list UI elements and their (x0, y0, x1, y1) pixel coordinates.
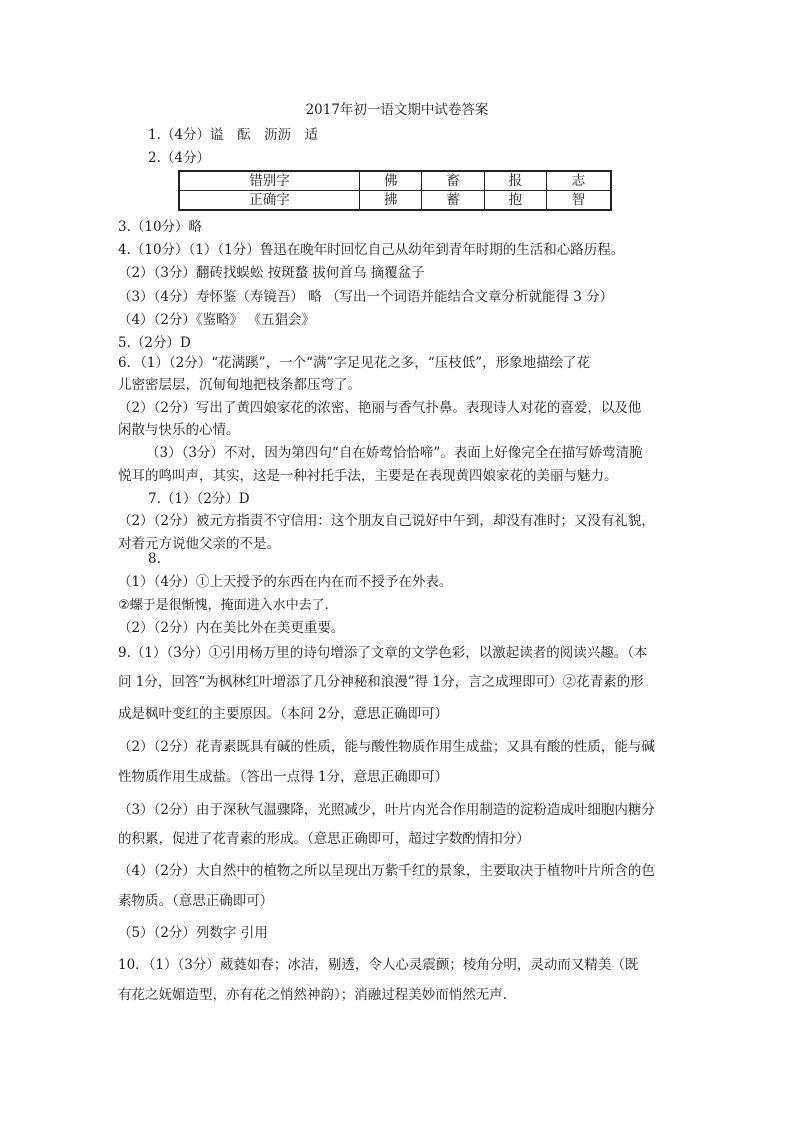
answer-line: ②螺于是很惭愧，掩面进入水中去了. (118, 598, 329, 613)
answer-line: 对着元方说他父亲的不是。 (118, 536, 280, 552)
answer-line: 9.（1）（3分）①引用杨万里的诗句增添了文章的文学色彩，以激起读者的阅读兴趣。（本 (118, 645, 648, 661)
table-row (179, 191, 611, 211)
page-title: 2017年初一语文期中试卷答案 (305, 102, 489, 118)
answer-line: （5）（2分）列数字 引用 (118, 925, 268, 941)
answer-line: （2）（3分）翻砖找蜈蚣 按斑蝥 拔何首乌 摘覆盆子 (118, 265, 425, 281)
table-cell: 畜 (422, 171, 484, 191)
answer-line: 素物质。（意思正确即可） (118, 893, 274, 909)
answer-line: （2）（2分）写出了黄四娘家花的浓密、艳丽与香气扑鼻。表现诗人对花的喜爱，以及他 (118, 400, 642, 416)
answer-line: （3）（3分）不对，因为第四句“自在娇莺恰恰啼”。表面上好像完全在描写娇莺清脆 (146, 445, 643, 461)
answer-line: 8. (148, 551, 161, 567)
answer-line: 的积累，促进了花青素的形成。（意思正确即可，超过字数酌情扣分） (118, 831, 530, 847)
answer-line: （2）（2分）内在美比外在美更重要。 (118, 620, 345, 636)
answer-line: 成是枫叶变红的主要原因。（本问 2分，意思正确即可） (118, 706, 449, 722)
table-cell: 拂 (360, 191, 422, 211)
table-cell: 抱 (484, 191, 546, 211)
typo-correction-table (178, 170, 612, 211)
answer-q1: 1.（4分）谥 酝 沥沥 适 (148, 127, 318, 143)
answer-line: 儿密密层层，沉甸甸地把枝条都压弯了。 (118, 377, 361, 393)
answer-line: （3）（4分）寿怀鉴（寿镜吾） 略 （写出一个词语并能结合文章分析就能得 3 分） (118, 289, 614, 305)
table-cell: 智 (547, 191, 611, 211)
answer-line: （2）（2分）被元方指责不守信用：这个朋友自己说好中午到，却没有准时；又没有礼貌， (118, 513, 655, 529)
table-cell: 志 (547, 171, 611, 191)
table-cell: 报 (484, 171, 546, 191)
answer-line: （1）（4分）①上天授予的东西在内在而不授予在外表。 (118, 574, 453, 590)
answer-line: （4）（2分）《鉴略》 《五猖会》 (118, 312, 315, 328)
answer-line: 悦耳的鸣叫声，其实，这是一种衬托手法，主要是在表现黄四娘家花的美丽与魅力。 (118, 468, 618, 484)
answer-line: 问 1分，回答“为枫林红叶增添了几分神秘和浪漫”得 1分，言之成理即可）②花青素的形 (118, 674, 644, 690)
answer-line: 10．（1）（3分）葳蕤如春；冰洁，剔透，令人心灵震颤；棱角分明，灵动而又精美（既 (118, 957, 639, 973)
answer-line: 4.（10分）（1）（1分）鲁迅在晚年时回忆自己从幼年到青年时期的生活和心路历程。 (118, 242, 625, 258)
answer-q2-heading: 2.（4分） (148, 150, 210, 166)
table-row (179, 171, 611, 191)
answer-line: 6．（1）（2分）“花满蹊”，一个“满”字足见花之多，“压枝低”，形象地描绘了花 (118, 355, 591, 371)
answer-line: 3.（10分）略 (118, 219, 203, 235)
answer-line: （3）（2分）由于深秋气温骤降，光照减少，叶片内光合作用制造的淀粉造成叶细胞内糖分 (118, 802, 655, 818)
answer-line: 5.（2分）D (118, 335, 191, 351)
answer-line: （2）（2分）花青素既具有碱的性质，能与酸性物质作用生成盐；又具有酸的性质，能与碱 (118, 739, 655, 755)
table-cell: 错别字 (179, 171, 360, 191)
answer-line: 性物质作用生成盐。（答出一点得 1分，意思正确即可） (118, 769, 449, 785)
table-cell: 蓄 (422, 191, 484, 211)
table-cell: 正确字 (179, 191, 360, 211)
answer-line: 闲散与快乐的心情。 (118, 422, 240, 438)
answer-line: 有花之妩媚造型，亦有花之悄然神韵）；消融过程美妙而悄然无声. (118, 987, 508, 1003)
answer-line: （4）（2分）大自然中的植物之所以呈现出万紫千红的景象，主要取决于植物叶片所含的色 (118, 863, 655, 879)
answer-line: 7.（1）（2分）D (148, 491, 250, 507)
table-cell: 佛 (360, 171, 422, 191)
